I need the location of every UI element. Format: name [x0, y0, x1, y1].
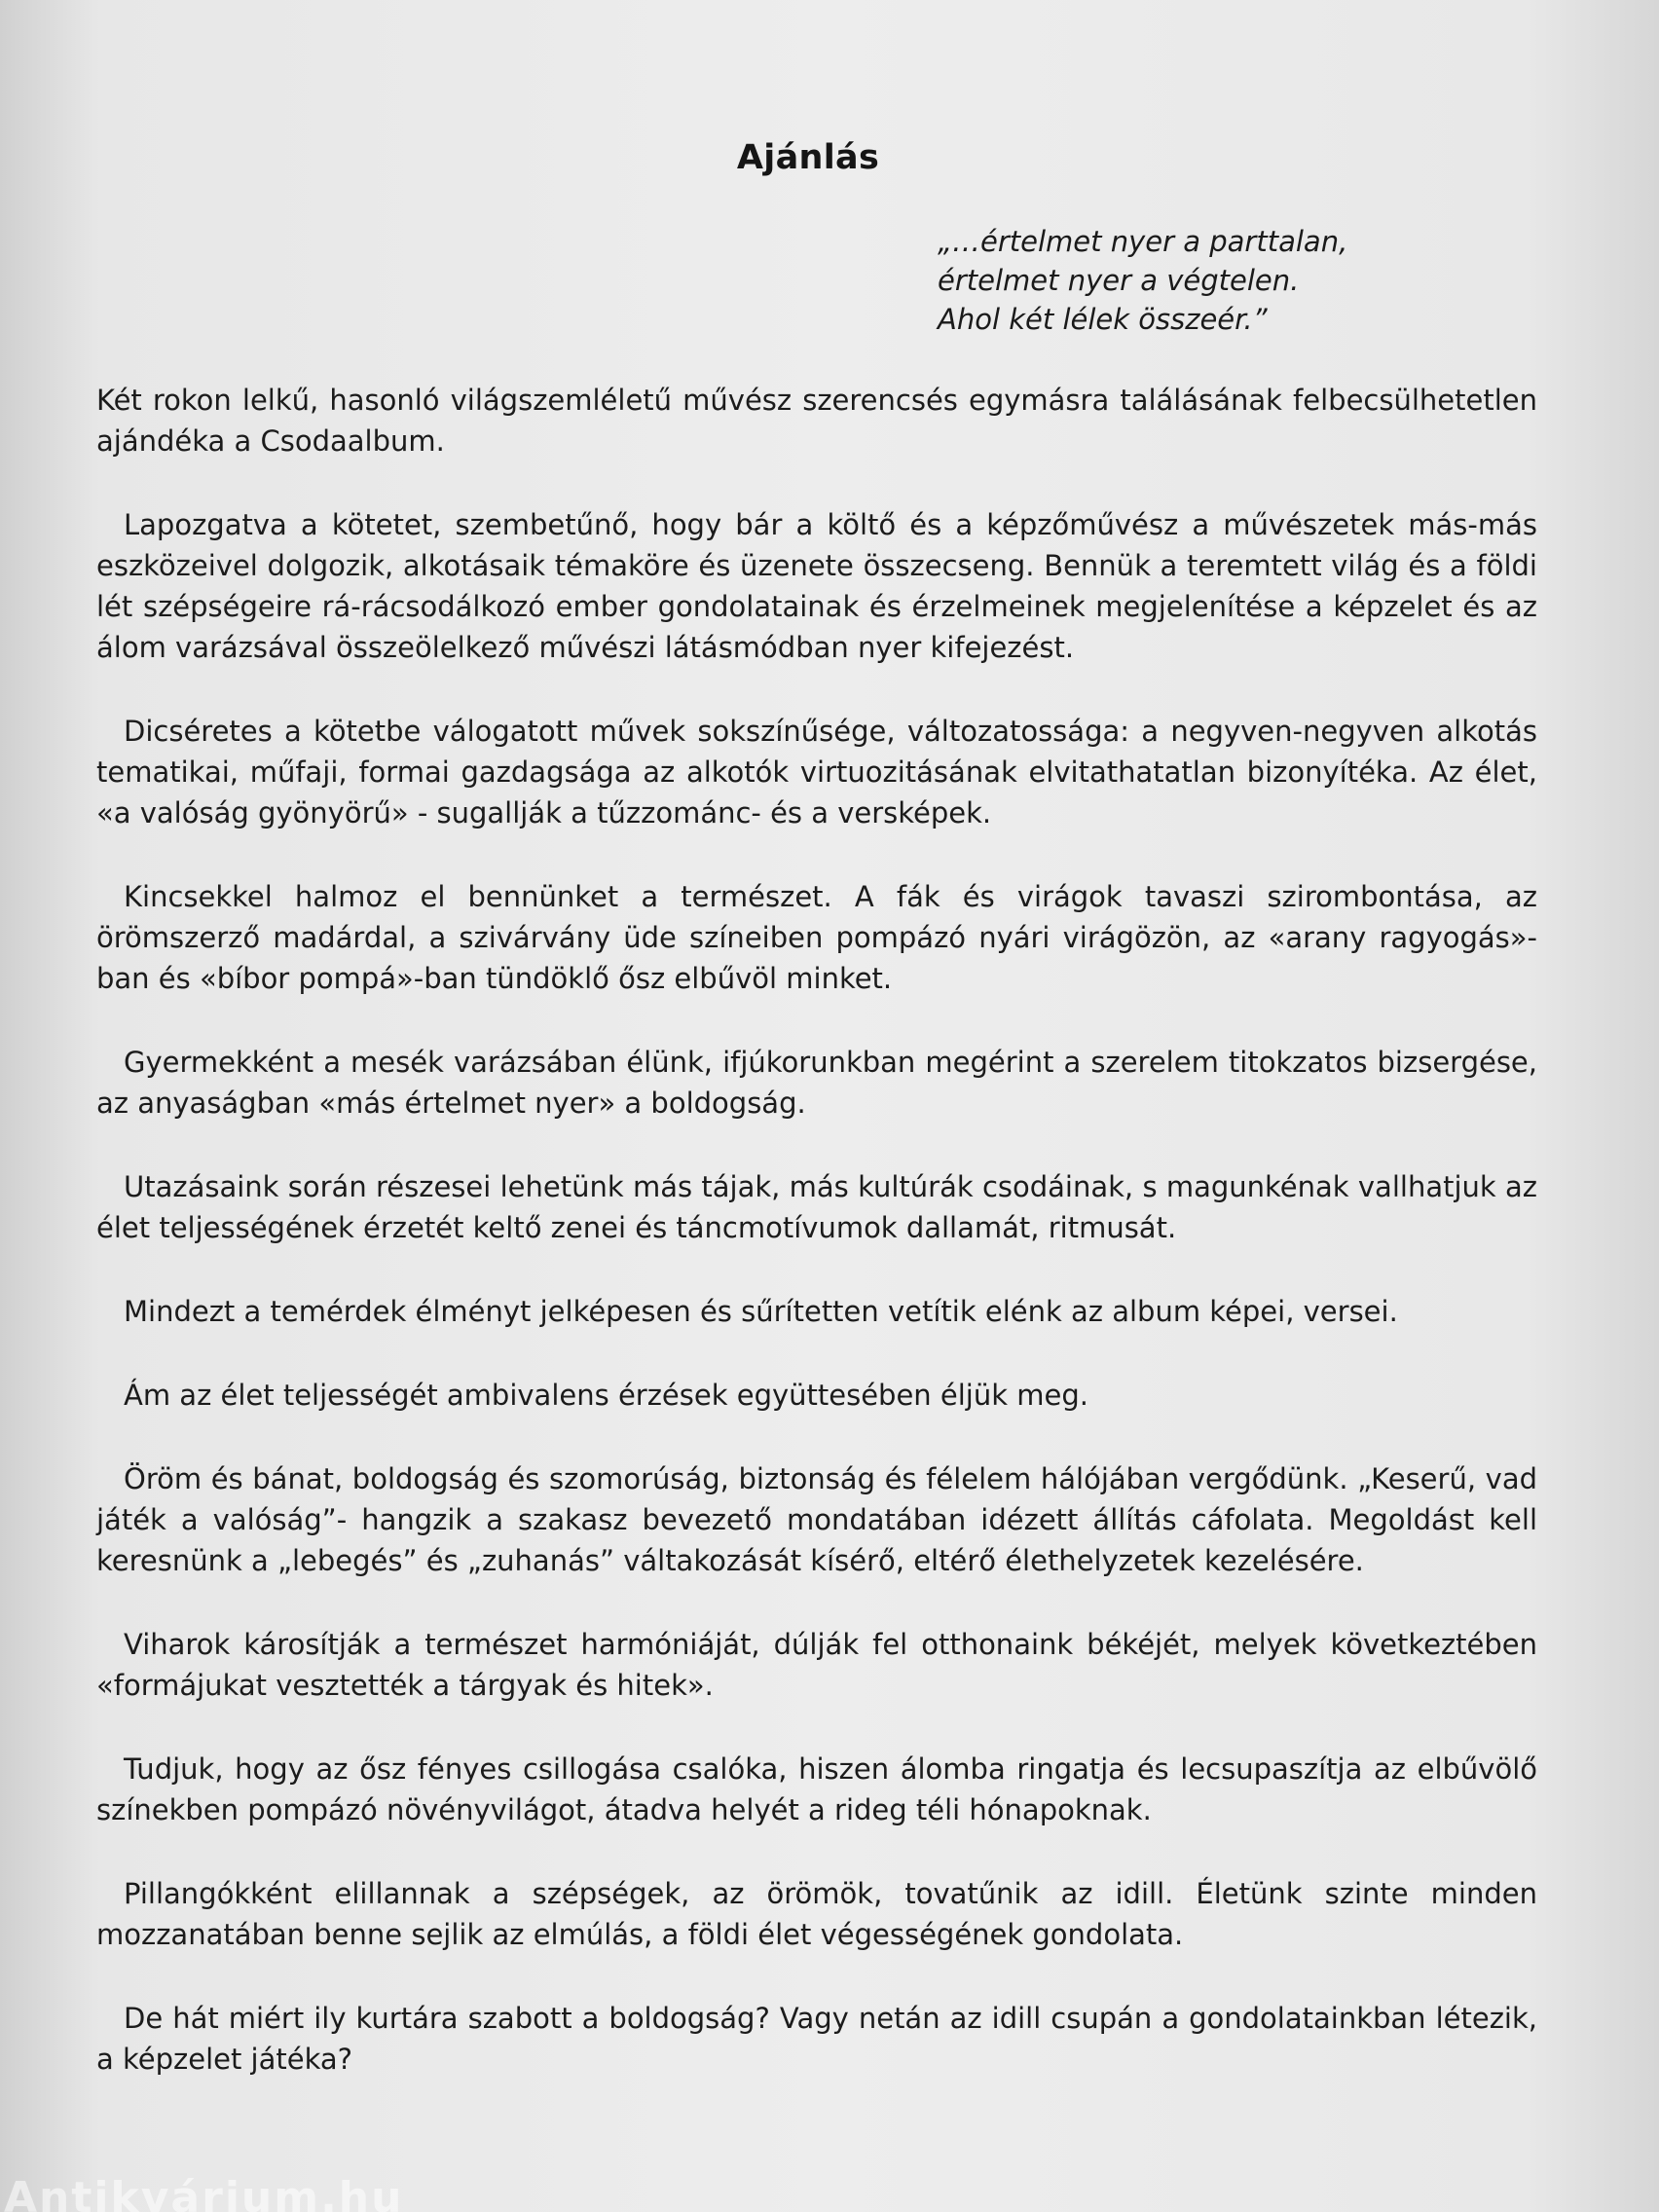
- epigraph-line: értelmet nyer a végtelen.: [938, 264, 1300, 297]
- epigraph-line: Ahol két lélek összeér.”: [938, 303, 1268, 336]
- paragraph: Pillangókként elillannak a szépségek, az örömök, tovatűnik az idill. Életünk szinte minden mozzanatában benne sejlik az elmúlás, a földi élet végességének gondolata.: [96, 1877, 1537, 1951]
- epigraph-line: „…értelmet nyer a parttalan,: [938, 225, 1348, 258]
- paragraph: Két rokon lelkű, hasonló világszemléletű művész szerencsés egymásra találásának felbecsülhetetlen ajándéka a Csodaalbum.: [96, 384, 1537, 458]
- paragraph: Ám az élet teljességét ambivalens érzések együttesében éljük meg.: [124, 1379, 1088, 1412]
- paragraph: Kincsekkel halmoz el bennünket a természet. A fák és virágok tavaszi szirombontása, az örömszerző madárdal, a szivárvány üde színeiben pompázó nyári virágözön, az «arany ragyogás»-ban és «bíbor pompá»-ban tündöklő ősz elbűvöl minket.: [96, 880, 1537, 995]
- paragraph: Tudjuk, hogy az ősz fényes csillogása csalóka, hiszen álomba ringatja és lecsupaszítja az elbűvölő színekben pompázó növényvilágot, átadva helyét a rideg téli hónapoknak.: [96, 1752, 1537, 1826]
- paragraph: Gyermekként a mesék varázsában élünk, ifjúkorunkban megérint a szerelem titokzatos bizsergése, az anyaságban «más értelmet nyer» a boldogság.: [96, 1046, 1537, 1120]
- epigraph: [938, 222, 1347, 339]
- paragraph: Dicséretes a kötetbe válogatott művek sokszínűsége, változatossága: a negyven-negyven alkotás tematikai, műfaji, formai gazdagsága az alkotók virtuozitásának elvitathatatlan bizonyítéka. Az élet, «a valóság gyönyörű» - sugallják a tűzzománc- és a versképek.: [96, 715, 1537, 830]
- paragraph: Utazásaink során részesei lehetünk más tájak, más kultúrák csodáinak, s magunkénak vallhatjuk az élet teljességének érzetét keltő zenei és táncmotívumok dallamát, ritmusát.: [96, 1170, 1537, 1244]
- paragraph: Öröm és bánat, boldogság és szomorúság, biztonság és félelem hálójában vergődünk. „Keserű, vad játék a valóság”- hangzik a szakasz bevezető mondatában idézett állítás cáfolata. Megoldást kell keresnünk a „lebegés” és „zuhanás” váltakozását kísérő, eltérő élethelyzetek kezelésére.: [96, 1462, 1537, 1577]
- paragraph: Viharok károsítják a természet harmóniáját, dúlják fel otthonaink békéjét, melyek következtében «formájukat vesztették a tárgyak és hitek».: [96, 1628, 1537, 1702]
- watermark: Antikvárium.hu: [4, 2173, 404, 2212]
- paragraph: Lapozgatva a kötetet, szembetűnő, hogy bár a költő és a képzőművész a művészetek más-más eszközeivel dolgozik, alkotásaik témaköre és üzenete összecseng. Bennük a teremtett világ és a földi lét szépségeire rá-rácsodálkozó ember gondolatainak és érzelmeinek megjelenítése a képzelet és az álom varázsával összeölelkező művészi látásmódban nyer kifejezést.: [96, 508, 1537, 664]
- paragraph: De hát miért ily kurtára szabott a boldogság? Vagy netán az idill csupán a gondolatainkban létezik, a képzelet játéka?: [96, 2002, 1537, 2076]
- body-text: [96, 380, 1537, 2122]
- paragraph: Mindezt a temérdek élményt jelképesen és sűrítetten vetítik elénk az album képei, versei.: [124, 1295, 1398, 1328]
- page-title: Ajánlás: [736, 138, 880, 177]
